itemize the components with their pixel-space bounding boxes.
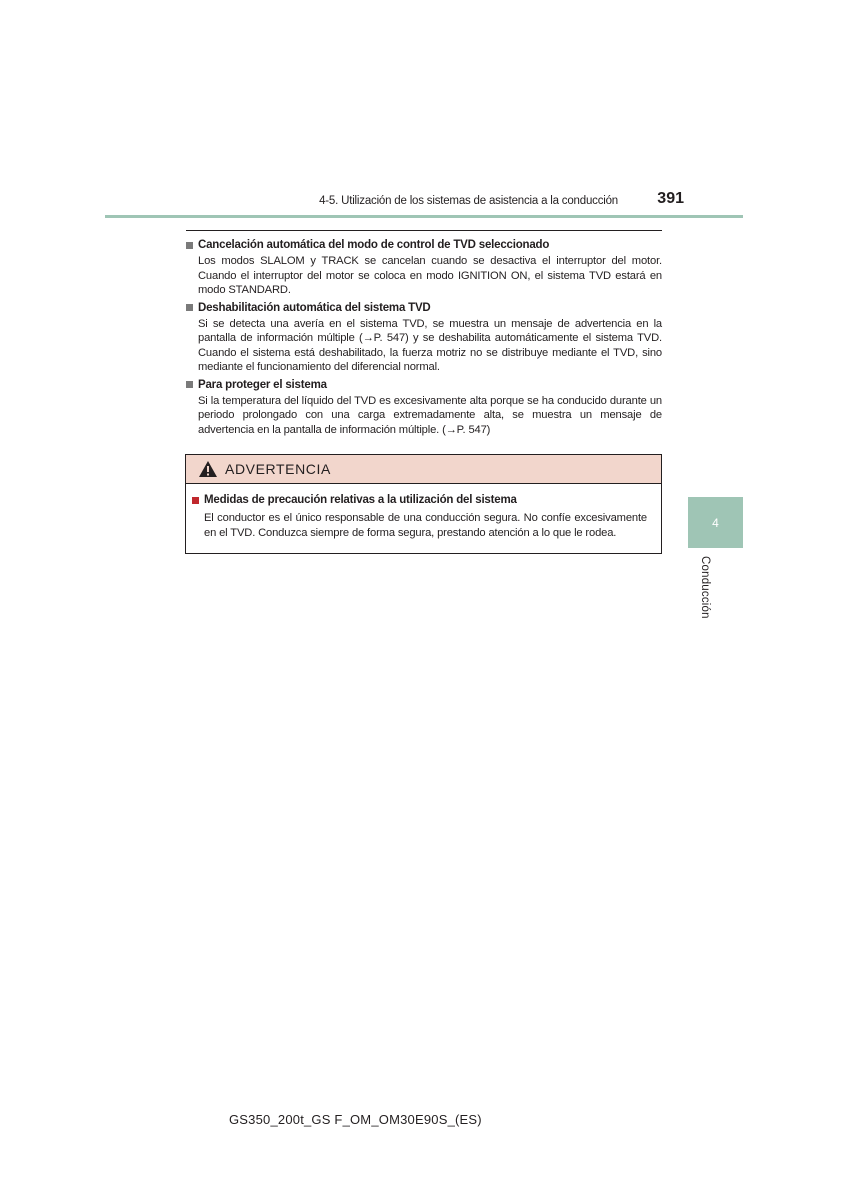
section-tvd-mode-cancel: [186, 238, 662, 298]
document-code: GS350_200t_GS F_OM_OM30E90S_(ES): [229, 1112, 482, 1127]
section-tvd-auto-disable: [186, 301, 662, 375]
red-square-bullet-icon: [192, 497, 199, 504]
section-heading: [186, 378, 662, 392]
section-system-protection: [186, 378, 662, 438]
warning-triangle-icon: [198, 460, 218, 478]
section-body: Si la temperatura del líquido del TVD es excesivamente alta porque se ha conducido durante un periodo prolongado con una carga extremadamente alta, se muestra un mensaje de advertencia en la pantalla de información múltiple. (→P. 547): [198, 394, 662, 436]
warning-content: [186, 484, 661, 540]
header-divider: [105, 215, 743, 218]
section-heading-text: Para proteger el sistema: [198, 378, 327, 391]
section-body: Los modos SLALOM y TRACK se cancelan cuando se desactiva el interruptor del motor. Cuando el interruptor del motor se coloca en modo IGNITION ON, el sistema TVD estará en modo STANDARD.: [198, 255, 662, 296]
warning-heading: [192, 493, 647, 507]
warning-heading-text: Medidas de precaución relativas a la utilización del sistema: [204, 494, 517, 506]
chapter-name: Conducción: [699, 556, 711, 619]
warning-body: El conductor es el único responsable de una conducción segura. No confíe excesivamente en el TVD. Conduzca siempre de forma segura, prestando atención a lo que le rodea.: [204, 512, 647, 539]
page-number: 391: [657, 190, 684, 207]
chapter-number: 4: [712, 515, 719, 530]
section-heading: [186, 301, 662, 315]
warning-box: [185, 454, 662, 554]
section-heading-text: Cancelación automática del modo de control de TVD seleccionado: [198, 239, 550, 251]
warning-title: ADVERTENCIA: [225, 461, 331, 477]
content-top-divider: [186, 230, 662, 231]
section-title: 4-5. Utilización de los sistemas de asistencia a la conducción: [319, 195, 618, 207]
section-body: Si se detecta una avería en el sistema TVD, se muestra un mensaje de advertencia en la pantalla de información múltiple (→P. 547) y se deshabilita automáticamente el sistema TVD. Cuando el sistema está deshabilitado, la fuerza motriz no se distribuye mediante el TVD, sino mediante el funcionamiento del diferencial normal.: [198, 317, 662, 373]
square-bullet-icon: [186, 242, 193, 249]
warning-header: [186, 455, 661, 484]
section-heading: [186, 238, 662, 252]
section-heading-text: Deshabilitación automática del sistema TVD: [198, 301, 431, 314]
main-content: [186, 230, 662, 440]
chapter-tab[interactable]: [688, 497, 743, 548]
square-bullet-icon: [186, 304, 193, 311]
square-bullet-icon: [186, 381, 193, 388]
